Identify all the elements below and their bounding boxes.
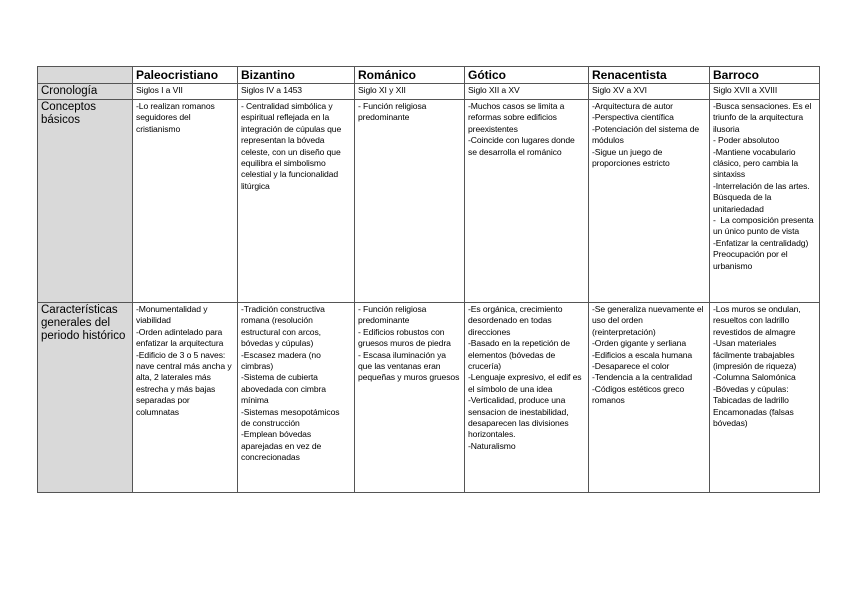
cell-line: -Tradición constructiva romana (resolución estructural con arcos, bóvedas y cúpulas) [241,304,328,349]
cell-line: -Enfatizar la centralidadg) [713,237,809,248]
cell-line: -Edificio de 3 o 5 naves: nave central más ancha y alta, 2 laterales más estrecha y más bajas separadas por columnatas [136,349,234,417]
header-corner-cell [38,67,133,84]
header-bizantino: Bizantino [238,67,355,84]
art-history-table [37,66,820,493]
cell-line: -Sigue un juego de proporciones estricto [592,146,670,169]
cell-line: -Mantiene vocabulario clásico, pero cambia la sintaxiss [713,146,801,180]
cell-line: Siglos I a VII [136,85,183,95]
cell-line: - Función religiosa predominante [358,101,429,123]
cell-line: -Interrelación de las artes. Búsqueda de la unitariedadad [713,180,812,214]
cell-line: Siglo XI y XII [358,85,406,95]
cell-line: - Centralidad simbólica y espiritual reflejada en la integración de cúpulas que representan la bóveda celeste, con un diseño que equilibra el simbolismo celestial y la funcionalidad litúrgica [241,101,344,191]
table-cell [355,303,465,493]
table-cell [710,84,820,100]
row-label-conceptos-basicos: Conceptos básicos [38,100,133,303]
cell-line: -Sistema de cubierta abovedada con cimbra mínima [241,372,329,406]
cell-line: -Los muros se ondulan, resueltos con ladrillo revestidos de almagre [713,304,803,337]
cell-line: -Sistemas mesopotámicos de construcción [241,406,342,429]
cell-line: -Basado en la repetición de elementos (bóvedas de crucería) [468,338,573,372]
cell-line: -Tendencia a la centralidad [592,372,693,383]
cell-line: -Potenciación del sistema de módulos [592,123,702,146]
cell-line: -Perspectiva científica [592,112,674,123]
table-cell [465,84,589,100]
table-cell [238,84,355,100]
cell-line: -Escasez madera (no cimbras) [241,349,324,372]
row-label-caracteristicas-generales: Características generales del periodo histórico [38,303,133,493]
cell-line: - La composición presenta un único punto de vista [713,215,816,237]
cell-line: - Edificios robustos con gruesos muros de piedra [358,326,451,349]
table-cell [710,303,820,493]
row-cronologia [38,84,820,100]
cell-line: -Coincide con lugares donde se desarrolla el románico [468,135,577,157]
table-cell [465,303,589,493]
table-cell [355,100,465,303]
row-caracteristicas-generales [38,303,820,493]
cell-line: Siglo XVII a XVIII [713,85,778,95]
cell-line: -Columna Salomónica [713,372,796,383]
row-conceptos-basicos [38,100,820,303]
header-gotico: Gótico [465,67,589,84]
header-paleocristiano: Paleocristiano [133,67,238,84]
header-barroco: Barroco [710,67,820,84]
cell-line: Siglo XII a XV [468,85,520,95]
cell-line: - Escasa iluminación ya que las ventanas eran pequeñas y muros gruesos [358,349,460,383]
header-romanico: Románico [355,67,465,84]
cell-line: -Usan materiales fácilmente trabajables (impresión de riqueza) [713,338,797,372]
cell-line: -Busca sensaciones. Es el triunfo de la arquitectura ilusoria [713,101,814,134]
cell-line: Preocupación por el urbanismo [713,249,790,271]
row-label-cronologia: Cronología [38,84,133,100]
cell-line: -Bóvedas y cúpulas: Tabicadas de ladrillo Encamonadas (falsas bóvedas) [713,383,797,429]
cell-line: -Emplean bóvedas aparejadas en vez de concrecionadas [241,429,324,463]
cell-line: Siglos IV a 1453 [241,85,302,95]
cell-line: -Orden adintelado para enfatizar la arquitectura [136,326,225,349]
table-cell [133,100,238,303]
table-cell [589,303,710,493]
cell-line: Siglo XV a XVI [592,85,647,95]
header-row [38,67,820,84]
cell-line: -Edificios a escala humana [592,349,693,360]
cell-line: -Lo realizan romanos seguidores del cristianismo [136,101,218,134]
table-cell [355,84,465,100]
header-renacentista: Renacentista [589,67,710,84]
cell-line: -Códigos estéticos greco romanos [592,383,687,406]
cell-line: - Poder absolutoo [713,135,780,146]
cell-line: -Arquitectura de autor [592,101,673,111]
cell-line: -Se generaliza nuevamente el uso del orden (reinterpretación) [592,304,706,337]
cell-line: -Naturalismo [468,440,516,451]
cell-line: -Muchos casos se limita a reformas sobre edificios preexistentes [468,101,567,134]
cell-line: -Orden gigante y serliana [592,338,686,349]
cell-line: -Monumentalidad y viabilidad [136,304,210,326]
cell-line: -Es orgánica, crecimiento desordenado en todas direcciones [468,304,565,337]
table-cell [589,84,710,100]
cell-line: -Verticalidad, produce una sensacion de inestabilidad, desaparecen las divisiones horizontales. [468,395,571,440]
table-cell [465,100,589,303]
cell-line: - Función religiosa predominante [358,304,429,326]
table-cell [238,303,355,493]
cell-line: -Desaparece el color [592,361,670,372]
cell-line: -Lenguaje expresivo, el edif es el símbolo de una idea [468,372,584,394]
table-cell [710,100,820,303]
table-cell [589,100,710,303]
table-cell [133,303,238,493]
table-cell [238,100,355,303]
table-cell [133,84,238,100]
